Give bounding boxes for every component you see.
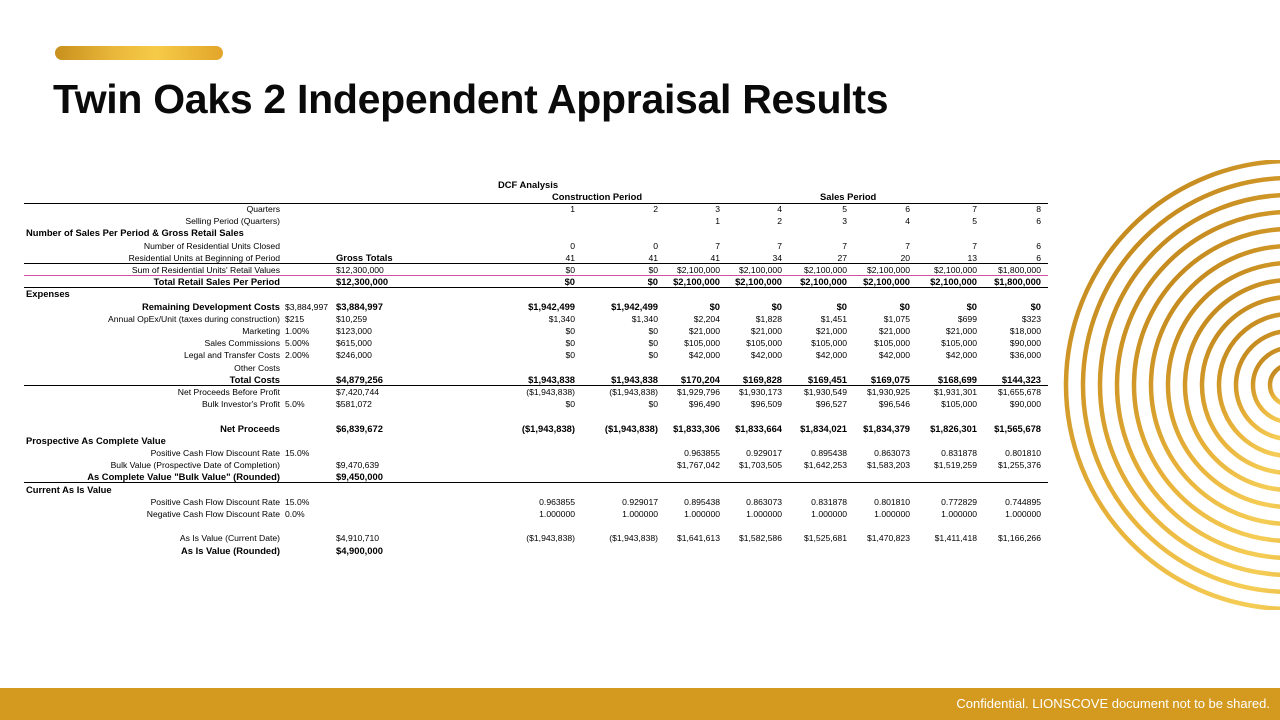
row-label: Marketing	[242, 326, 280, 336]
period-3-cell: $1,929,796	[676, 387, 720, 397]
period-4-cell: $2,100,000	[738, 265, 782, 275]
period-6-cell: $0	[899, 300, 910, 312]
period-7-cell: 5	[972, 216, 977, 227]
period-5-cell: 7	[842, 240, 847, 251]
period-6-cell: 0.801810	[874, 496, 910, 507]
period-7-cell: $42,000	[945, 350, 977, 361]
period-3-cell: 1.000000	[684, 509, 720, 519]
slide-title: Twin Oaks 2 Independent Appraisal Results	[53, 76, 889, 122]
period-4-cell: 2	[777, 216, 782, 227]
period-4-cell: 0.929017	[746, 448, 782, 458]
period-1-cell: $1,943,838	[528, 373, 575, 385]
period-7-cell: $1,411,418	[934, 533, 977, 544]
period-7-cell: $105,000	[941, 338, 977, 349]
period-6-cell: 20	[900, 252, 910, 263]
period-3-cell: $42,000	[688, 350, 720, 361]
period-7-cell: $105,000	[941, 399, 977, 410]
period-7-cell: $168,699	[937, 373, 977, 385]
period-5-cell: $42,000	[815, 350, 847, 361]
period-3-cell: $2,100,000	[673, 276, 720, 288]
period-2-cell: 0.929017	[622, 496, 658, 507]
table-row	[24, 337, 1048, 349]
row-total: $4,879,256	[336, 373, 383, 385]
table-row	[24, 545, 1048, 557]
confidentiality-notice: Confidential. LIONSCOVE document not to be shared.	[956, 696, 1270, 711]
period-5-cell: $21,000	[815, 326, 847, 336]
period-3-cell: $105,000	[684, 338, 720, 349]
row-total: $10,259	[336, 313, 368, 324]
construction-period-header: Construction Period	[552, 191, 643, 202]
period-2-cell: ($1,943,838)	[604, 422, 658, 434]
period-1-cell: $0	[565, 350, 575, 361]
period-1-cell: $1,340	[548, 313, 575, 324]
period-2-cell: 41	[648, 252, 658, 263]
period-8-cell: $1,655,678	[997, 387, 1041, 397]
row-label: Number of Residential Units Closed	[143, 240, 280, 251]
period-1-cell: $0	[565, 326, 575, 336]
footer-bar	[0, 688, 1280, 720]
row-total: $12,300,000	[336, 265, 384, 275]
period-3-cell: $1,641,613	[676, 533, 720, 544]
period-6-cell: $105,000	[874, 338, 910, 349]
row-total: $12,300,000	[336, 276, 389, 288]
period-5-cell: 0.831878	[811, 496, 847, 507]
period-6-cell: $1,075	[883, 313, 910, 324]
row-rate: 2.00%	[285, 350, 310, 361]
table-rule-line	[24, 263, 1048, 264]
period-4-cell: 0.863073	[746, 496, 782, 507]
table-row	[24, 398, 1048, 410]
table-row	[24, 215, 1048, 227]
period-5-cell: $1,930,549	[803, 387, 847, 397]
table-rule-line	[24, 287, 1048, 288]
period-4-cell: $1,703,505	[738, 460, 782, 471]
period-7-cell: 1.000000	[941, 509, 977, 519]
period-5-cell: $1,525,681	[803, 533, 847, 544]
row-label: Total Costs	[229, 373, 280, 385]
row-total: $3,884,997	[336, 300, 383, 312]
decorative-arc-ring	[1270, 365, 1280, 405]
row-rate: 15.0%	[285, 448, 310, 458]
period-6-cell: 7	[905, 240, 910, 251]
period-4-cell: 34	[772, 252, 782, 263]
period-2-cell: 2	[653, 204, 658, 214]
period-7-cell: $1,931,301	[933, 387, 977, 397]
period-6-cell: 6	[905, 204, 910, 214]
period-8-cell: $1,255,376	[997, 460, 1041, 471]
row-label: Negative Cash Flow Discount Rate	[146, 509, 280, 519]
period-3-cell: 1	[715, 216, 720, 227]
period-1-cell: 41	[565, 252, 575, 263]
period-5-cell: $105,000	[811, 338, 847, 349]
decorative-arc-ring	[1185, 280, 1280, 490]
period-6-cell: $21,000	[878, 326, 910, 336]
period-3-cell: $0	[709, 300, 720, 312]
row-total: $581,072	[336, 399, 372, 410]
row-label: Remaining Development Costs	[141, 300, 280, 312]
period-4-cell: $21,000	[750, 326, 782, 336]
row-total: $615,000	[336, 338, 372, 349]
period-8-cell: $1,166,266	[997, 533, 1041, 544]
table-rule-line	[24, 203, 1048, 204]
period-4-cell: 7	[777, 240, 782, 251]
table-row	[24, 532, 1048, 544]
period-8-cell: 6	[1036, 252, 1041, 263]
period-8-cell: $36,000	[1009, 350, 1041, 361]
row-label: Annual OpEx/Unit (taxes during construction)	[108, 313, 280, 324]
decorative-concentric-arcs	[1040, 160, 1280, 610]
period-2-cell: $0	[648, 399, 658, 410]
table-row	[24, 447, 1048, 459]
period-4-cell: $1,582,586	[738, 533, 782, 544]
period-3-cell: $96,490	[688, 399, 720, 410]
period-5-cell: 5	[842, 204, 847, 214]
period-1-cell: 0	[570, 240, 575, 251]
period-7-cell: $2,100,000	[933, 265, 977, 275]
table-row	[24, 349, 1048, 361]
row-label: Bulk Value (Prospective Date of Completion)	[110, 460, 280, 471]
row-label: Expenses	[26, 288, 70, 300]
table-row	[24, 301, 1048, 313]
period-3-cell: 0.895438	[684, 496, 720, 507]
period-1-cell: 0.963855	[539, 496, 575, 507]
table-rule-line	[24, 275, 1048, 276]
table-row	[24, 313, 1048, 325]
table-row	[24, 325, 1048, 337]
period-4-cell: 4	[777, 204, 782, 214]
period-3-cell: $2,204	[693, 313, 720, 324]
row-total: $123,000	[336, 326, 372, 336]
period-1-cell: $0	[565, 265, 575, 275]
decorative-arc-ring	[1083, 178, 1280, 592]
table-row	[24, 288, 1048, 300]
period-2-cell: 0	[653, 240, 658, 251]
period-2-cell: $0	[647, 276, 658, 288]
row-label: Selling Period (Quarters)	[185, 216, 280, 227]
row-total: Gross Totals	[336, 251, 393, 263]
period-1-cell: 1	[570, 204, 575, 214]
period-7-cell: $2,100,000	[930, 276, 977, 288]
period-6-cell: 1.000000	[874, 509, 910, 519]
period-1-cell: ($1,943,838)	[526, 387, 575, 397]
row-label: Sum of Residential Units' Retail Values	[131, 265, 280, 275]
decorative-arc-ring	[1253, 348, 1280, 422]
period-4-cell: $1,833,664	[735, 422, 782, 434]
row-label: Bulk Investor's Profit	[201, 399, 280, 410]
period-1-cell: ($1,943,838)	[521, 422, 575, 434]
period-8-cell: $1,565,678	[994, 422, 1041, 434]
period-7-cell: 0.772829	[941, 496, 977, 507]
row-label: Net Proceeds Before Profit	[177, 387, 280, 397]
row-label: Total Retail Sales Per Period	[153, 276, 280, 288]
period-3-cell: 41	[710, 252, 720, 263]
period-1-cell: ($1,943,838)	[526, 533, 575, 544]
period-6-cell: $96,546	[878, 399, 910, 410]
period-1-cell: $0	[564, 276, 575, 288]
row-total: $246,000	[336, 350, 372, 361]
period-3-cell: $2,100,000	[676, 265, 720, 275]
period-7-cell: 0.831878	[941, 448, 977, 458]
table-title-row	[24, 179, 1048, 191]
period-4-cell: $0	[771, 300, 782, 312]
period-1-cell: $1,942,499	[528, 300, 575, 312]
table-row	[24, 252, 1048, 264]
period-4-cell: $1,828	[755, 313, 782, 324]
table-rule-line	[24, 482, 1048, 483]
row-label: As Is Value (Current Date)	[179, 533, 280, 544]
row-label: Quarters	[246, 204, 280, 214]
period-8-cell: $1,800,000	[997, 265, 1041, 275]
period-4-cell: $169,828	[742, 373, 782, 385]
period-7-cell: $1,519,259	[933, 460, 977, 471]
row-label: Positive Cash Flow Discount Rate	[150, 496, 280, 507]
period-8-cell: 0.744895	[1005, 496, 1041, 507]
period-8-cell: $1,800,000	[994, 276, 1041, 288]
row-total: $4,900,000	[336, 544, 383, 556]
row-rate: 5.0%	[285, 399, 305, 410]
period-6-cell: $1,834,379	[863, 422, 910, 434]
period-1-cell: $0	[565, 399, 575, 410]
period-8-cell: 6	[1036, 240, 1041, 251]
period-3-cell: 7	[715, 240, 720, 251]
row-label: As Is Value (Rounded)	[181, 544, 280, 556]
period-5-cell: $1,834,021	[800, 422, 847, 434]
period-8-cell: $0	[1030, 300, 1041, 312]
period-3-cell: 0.963855	[684, 448, 720, 458]
period-5-cell: 3	[842, 216, 847, 227]
row-rate: 5.00%	[285, 338, 310, 349]
row-total: $9,450,000	[336, 471, 383, 483]
period-7-cell: 13	[967, 252, 977, 263]
dcf-analysis-table	[24, 176, 1048, 566]
row-label: Legal and Transfer Costs	[183, 350, 280, 361]
period-8-cell: $90,000	[1009, 338, 1041, 349]
period-4-cell: $42,000	[750, 350, 782, 361]
row-label: Number of Sales Per Period & Gross Retail Sales	[26, 227, 244, 239]
period-5-cell: $0	[836, 300, 847, 312]
table-title: DCF Analysis	[498, 179, 559, 190]
accent-bar	[55, 46, 223, 60]
table-row	[24, 435, 1048, 447]
period-6-cell: $2,100,000	[866, 265, 910, 275]
period-5-cell: $96,527	[815, 399, 847, 410]
period-3-cell: $1,833,306	[673, 422, 720, 434]
period-8-cell: 0.801810	[1005, 448, 1041, 458]
row-label: Other Costs	[234, 362, 280, 373]
period-2-cell: $1,340	[631, 313, 658, 324]
period-5-cell: $1,451	[820, 313, 847, 324]
period-5-cell: 0.895438	[811, 448, 847, 458]
period-3-cell: $170,204	[680, 373, 720, 385]
period-7-cell: $21,000	[945, 326, 977, 336]
period-6-cell: $2,100,000	[863, 276, 910, 288]
period-6-cell: 0.863073	[874, 448, 910, 458]
table-row	[24, 459, 1048, 471]
period-1-cell: 1.000000	[539, 509, 575, 519]
table-row	[24, 423, 1048, 435]
row-label: Positive Cash Flow Discount Rate	[150, 448, 280, 458]
period-6-cell: $1,583,203	[866, 460, 910, 471]
sales-period-header: Sales Period	[820, 191, 877, 202]
table-row	[24, 374, 1048, 386]
period-2-cell: $0	[648, 350, 658, 361]
table-rule-line	[24, 385, 1048, 386]
row-label: Current As Is Value	[26, 483, 112, 495]
period-2-cell: $0	[648, 326, 658, 336]
decorative-arc-ring	[1236, 331, 1280, 439]
period-4-cell: $105,000	[746, 338, 782, 349]
period-1-cell: $0	[565, 338, 575, 349]
period-2-cell: $1,943,838	[611, 373, 658, 385]
period-5-cell: 1.000000	[811, 509, 847, 519]
period-8-cell: 8	[1036, 204, 1041, 214]
row-label: Residential Units at Beginning of Period	[128, 252, 280, 263]
row-total: $6,839,672	[336, 422, 383, 434]
period-2-cell: $0	[648, 265, 658, 275]
period-2-cell: $1,942,499	[611, 300, 658, 312]
period-3-cell: 3	[715, 204, 720, 214]
period-2-cell: ($1,943,838)	[609, 387, 658, 397]
table-row	[24, 386, 1048, 398]
table-row	[24, 203, 1048, 215]
table-row	[24, 508, 1048, 520]
row-rate: 0.0%	[285, 509, 305, 519]
table-row	[24, 484, 1048, 496]
period-7-cell: $0	[966, 300, 977, 312]
period-8-cell: 6	[1036, 216, 1041, 227]
table-row	[24, 240, 1048, 252]
period-2-cell: $0	[648, 338, 658, 349]
period-8-cell: $323	[1021, 313, 1041, 324]
table-row	[24, 520, 1048, 532]
period-5-cell: 27	[837, 252, 847, 263]
row-rate: 15.0%	[285, 496, 310, 507]
period-6-cell: $1,930,925	[866, 387, 910, 397]
period-3-cell: $1,767,042	[676, 460, 720, 471]
period-6-cell: $1,470,823	[866, 533, 910, 544]
period-4-cell: $1,930,173	[738, 387, 782, 397]
period-8-cell: $90,000	[1009, 399, 1041, 410]
period-2-cell: ($1,943,838)	[609, 533, 658, 544]
period-5-cell: $2,100,000	[800, 276, 847, 288]
period-2-cell: 1.000000	[622, 509, 658, 519]
period-7-cell: $699	[957, 313, 977, 324]
row-rate: $3,884,997	[285, 301, 329, 312]
period-5-cell: $169,451	[807, 373, 847, 385]
period-4-cell: $2,100,000	[735, 276, 782, 288]
row-total: $7,420,744	[336, 387, 380, 397]
row-label: As Complete Value "Bulk Value" (Rounded)	[87, 471, 280, 483]
table-row	[24, 227, 1048, 239]
period-header-row	[24, 191, 1048, 203]
period-6-cell: 4	[905, 216, 910, 227]
row-total: $4,910,710	[336, 533, 380, 544]
period-5-cell: $1,642,253	[803, 460, 847, 471]
row-rate: 1.00%	[285, 326, 310, 336]
period-7-cell: 7	[972, 240, 977, 251]
row-label: Net Proceeds	[220, 422, 280, 434]
period-6-cell: $42,000	[878, 350, 910, 361]
period-4-cell: $96,509	[750, 399, 782, 410]
table-row	[24, 496, 1048, 508]
period-5-cell: $2,100,000	[803, 265, 847, 275]
period-8-cell: $144,323	[1001, 373, 1041, 385]
period-8-cell: 1.000000	[1005, 509, 1041, 519]
period-6-cell: $169,075	[870, 373, 910, 385]
period-7-cell: $1,826,301	[930, 422, 977, 434]
row-total: $9,470,639	[336, 460, 380, 471]
row-rate: $215	[285, 313, 305, 324]
table-row	[24, 362, 1048, 374]
row-label: Sales Commissions	[204, 338, 280, 349]
period-7-cell: 7	[972, 204, 977, 214]
period-3-cell: $21,000	[688, 326, 720, 336]
period-8-cell: $18,000	[1009, 326, 1041, 336]
row-label: Prospective As Complete Value	[26, 434, 166, 446]
table-row	[24, 410, 1048, 422]
period-4-cell: 1.000000	[746, 509, 782, 519]
